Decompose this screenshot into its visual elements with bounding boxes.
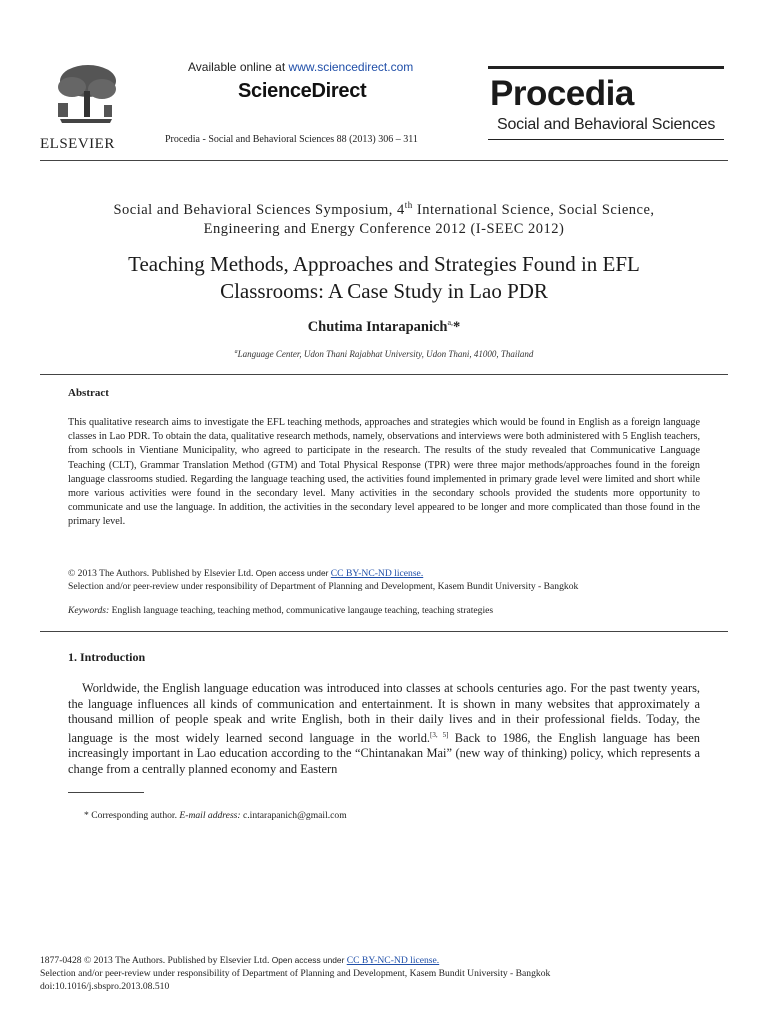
bottom-license-link[interactable]: CC BY-NC-ND license. — [346, 955, 440, 966]
copyright-notice: © 2013 The Authors. Published by Elsevier Ltd. Open access under CC BY-NC-ND license. Selection and/or peer-review under responsibility of Department of Planning and Development, Kasem Bundit University - Bangkok — [68, 568, 579, 592]
journal-citation: Procedia - Social and Behavioral Sciences 88 (2013) 306 – 311 — [165, 134, 418, 145]
footnote-rule — [68, 792, 144, 793]
license-link[interactable]: CC BY-NC-ND license. — [330, 568, 424, 579]
introduction-text: Worldwide, the English language education was introduced into classes at schools centuries ago. For the past twenty years, the language influences all kinds of communication and entertainment. It is shown in many websites that approximately a thousand million of people speak and write English, both in their daily lives and in their professional fields. Today, the language is the most widely learned second language in the world.[3, 5] Back to 1986, the English language has been increasingly important in Lao education according to the “Chintanakan Mai” (new way of thinking) policy, which represents a change from a centrally planned economy and Eastern — [68, 681, 700, 776]
procedia-rule-bottom — [488, 139, 724, 140]
sciencedirect-link[interactable]: www.sciencedirect.com — [288, 60, 414, 74]
abstract-rule-bottom — [40, 631, 728, 632]
abstract-text: This qualitative research aims to investigate the EFL teaching methods, approaches and strategies which would be found in English as a foreign language classes in Lao PDR. To obtain the data, qualitative research methods, namely, observations and interviews were both administered with 5 English teachers, from schools in Vientiane Municipality, who agreed to participate in the research. The results of the study revealed that Communicative Language Teaching (CLT), Grammar Translation Method (GTM) and Total Physical Response (TPR) were three major methods/approaches found in the foreign language classrooms studied. Regarding the language teaching used, the activities found implemented in primary grade level were limited and short while more various activities were found in the secondary level. Many activities in the secondary schools provided the students more opportunity to communicate and use the language. In addition, the activities in the secondary level appeared to be longer and more complicated than those found in the primary level. — [68, 417, 700, 528]
available-prefix: Available online at — [188, 60, 289, 74]
abstract-heading: Abstract — [68, 387, 109, 399]
header-divider — [40, 160, 728, 161]
conference-name: Social and Behavioral Sciences Symposium, 4th International Science, Social Science, Engineering and Energy Conference 2012 (I-SEEC 2012) — [113, 200, 655, 237]
keywords-text: English language teaching, teaching method, communicative langauge teaching, teaching strategies — [109, 605, 494, 616]
elsevier-tree-icon — [50, 63, 122, 125]
available-online — [188, 60, 413, 74]
affiliation: $^a$Language Center, Udon Thani Rajabhat University, Udon Thani, 41000, Thailand — [234, 349, 534, 359]
procedia-subtitle: Social and Behavioral Sciences — [497, 116, 716, 133]
publisher-name: ELSEVIER — [40, 136, 115, 152]
procedia-logo: Procedia — [490, 74, 634, 113]
doi: doi:10.1016/j.sbspro.2013.08.510 — [40, 981, 170, 992]
bottom-notice: 1877-0428 © 2013 The Authors. Published by Elsevier Ltd. Open access under CC BY-NC-ND license. Selection and/or peer-review under responsibility of Department of Planning and Development, Kasem Bundit University - Bangkok doi:10.1016/j.sbspro.2013.08.510 — [40, 955, 551, 992]
citation: [3, 5] — [430, 730, 449, 739]
procedia-rule-top — [488, 66, 724, 69]
keywords-label: Keywords: — [68, 605, 110, 616]
keywords — [68, 605, 708, 616]
corresponding-footnote: * Corresponding author. E-mail address: c.intarapanich@gmail.com — [84, 810, 347, 821]
paper-title: Teaching Methods, Approaches and Strategies Found in EFL Classrooms: A Case Study in Lao PDR — [128, 252, 640, 303]
elsevier-logo — [40, 63, 132, 153]
introduction-heading: 1. Introduction — [68, 650, 146, 664]
sciencedirect-logo: ScienceDirect — [238, 80, 367, 102]
corresponding-star: * — [453, 318, 461, 335]
email-address[interactable]: c.intarapanich@gmail.com — [240, 810, 347, 821]
author-name: Chutima Intarapanich — [307, 318, 448, 335]
author: Chutima Intarapanich$^{a,}$* — [307, 318, 461, 335]
abstract-rule-top — [40, 374, 728, 375]
